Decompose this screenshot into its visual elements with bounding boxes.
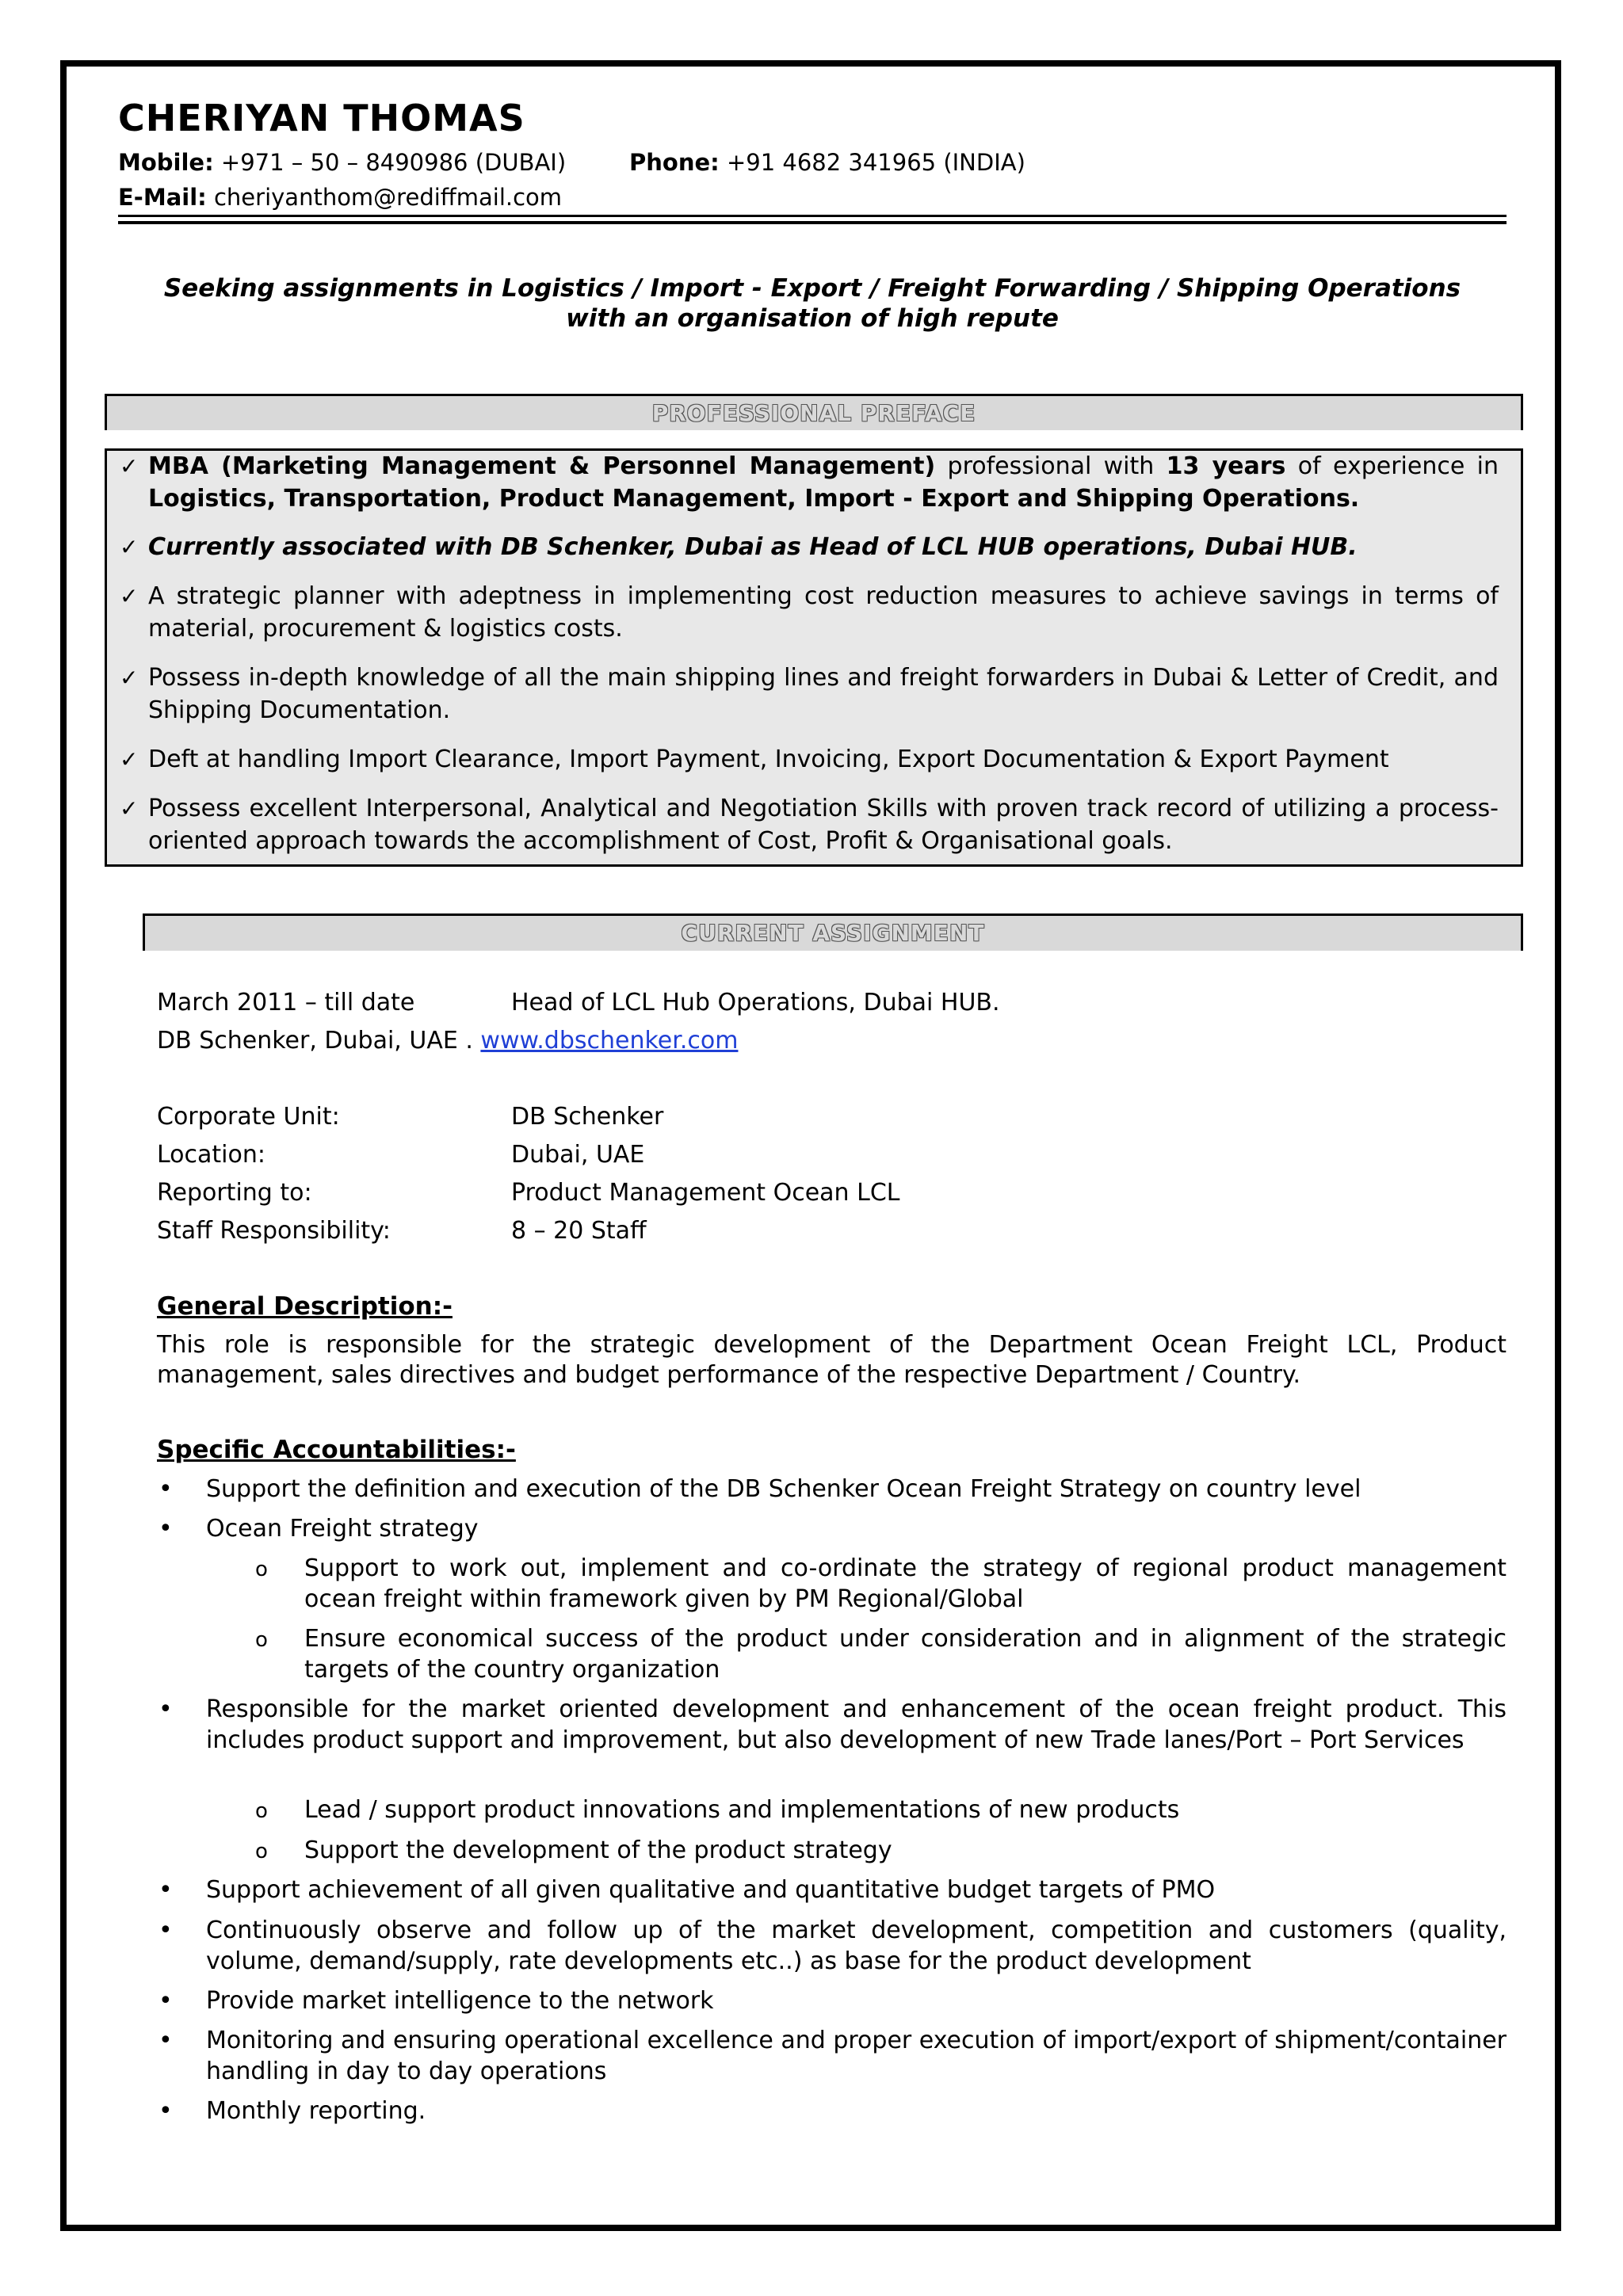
preface-item-2 <box>120 531 1499 563</box>
phone-label: Phone: <box>629 149 720 176</box>
objective <box>118 273 1507 334</box>
list-item <box>158 1513 1507 1544</box>
preface-item-1-text-b: of experience in <box>1285 452 1499 480</box>
mobile-value: +971 – 50 – 8490986 (DUBAI) <box>220 149 567 176</box>
general-description-heading: General Description:- <box>157 1292 453 1321</box>
preface-item-4 <box>120 662 1499 727</box>
preface-item-1-fields: Logistics, Transportation, Product Management, Import - Export and Shipping Operations. <box>148 485 1360 513</box>
detail-label-reporting-to: Reporting to: <box>157 1179 312 1207</box>
list-item <box>158 2096 1507 2126</box>
preface-item-4-text: Possess in-depth knowledge of all the main shipping lines and freight forwarders in Dubai & Letter of Credit, and Shipping Documentation. <box>148 664 1499 724</box>
check-icon: ✓ <box>120 583 139 609</box>
bullet-icon: • <box>158 1876 173 1904</box>
header-rule-top <box>118 215 1507 217</box>
list-item <box>158 1985 1507 2016</box>
candidate-name: CHERIYAN THOMAS <box>118 97 525 139</box>
detail-label-location: Location: <box>157 1141 265 1169</box>
sub-list-item-text: Lead / support product innovations and implementations of new products <box>304 1796 1180 1824</box>
phone-line <box>629 149 1025 176</box>
list-item-text: Support achievement of all given qualitative and quantitative budget targets of PMO <box>206 1876 1216 1904</box>
preface-item-1-years: 13 years <box>1166 452 1286 480</box>
list-item-text: Monitoring and ensuring operational excellence and proper execution of import/export of shipment/container handling in day to day operations <box>206 2027 1507 2085</box>
preface-item-5 <box>120 743 1499 776</box>
sub-list-item <box>255 1623 1507 1685</box>
preface-item-6 <box>120 792 1499 857</box>
check-icon: ✓ <box>120 534 139 560</box>
sub-list-item <box>255 1794 1507 1825</box>
mobile-line <box>118 149 566 176</box>
circle-bullet-icon: o <box>255 1558 268 1581</box>
preface-item-2-text: Currently associated with DB Schenker, Dubai as Head of LCL HUB operations, Dubai HUB. <box>148 533 1358 561</box>
mobile-label: Mobile: <box>118 149 214 176</box>
section-title-professional-preface: PROFESSIONAL PREFACE <box>105 394 1523 430</box>
bullet-icon: • <box>158 2027 173 2054</box>
check-icon: ✓ <box>120 746 139 772</box>
preface-item-3-text: A strategic planner with adeptness in implementing cost reduction measures to achieve savings in terms of material, procurement & logistics costs. <box>148 582 1499 643</box>
sub-list-item <box>255 1835 1507 1866</box>
list-item-text: Support the definition and execution of the DB Schenker Ocean Freight Strategy on country level <box>206 1475 1361 1503</box>
objective-line-1: Seeking assignments in Logistics / Import - Export / Freight Forwarding / Shipping Operations <box>163 274 1461 303</box>
check-icon: ✓ <box>120 795 139 822</box>
assignment-company: DB Schenker, Dubai, UAE . <box>157 1027 481 1055</box>
email-value[interactable]: cheriyanthom@rediffmail.com <box>213 184 563 211</box>
detail-value-location: Dubai, UAE <box>511 1141 645 1169</box>
company-website-link[interactable]: www.dbschenker.com <box>480 1027 739 1055</box>
list-item <box>158 1694 1507 1756</box>
bullet-icon: • <box>158 1917 173 1944</box>
preface-item-1 <box>120 450 1499 515</box>
bullet-icon: • <box>158 1475 173 1503</box>
sub-list-item-text: Support the development of the product strategy <box>304 1836 892 1864</box>
list-item <box>158 1474 1507 1505</box>
preface-box <box>105 448 1523 867</box>
email-line <box>118 184 562 211</box>
section-title-current-assignment: CURRENT ASSIGNMENT <box>143 913 1523 951</box>
preface-item-3 <box>120 580 1499 645</box>
objective-line-2: with an organisation of high repute <box>566 304 1059 333</box>
assignment-company-line <box>157 1027 738 1055</box>
page-border <box>60 60 1561 2231</box>
list-item-text: Provide market intelligence to the network <box>206 1987 714 2015</box>
list-item-text: Monthly reporting. <box>206 2097 426 2125</box>
preface-item-5-text: Deft at handling Import Clearance, Import Payment, Invoicing, Export Documentation & Export Payment <box>148 746 1389 773</box>
list-item-text: Continuously observe and follow up of the market development, competition and customers (quality, volume, demand/supply, rate developments etc..) as base for the product development <box>206 1917 1507 1975</box>
phone-value: +91 4682 341965 (INDIA) <box>726 149 1025 176</box>
check-icon: ✓ <box>120 665 139 691</box>
detail-label-corporate-unit: Corporate Unit: <box>157 1103 340 1131</box>
detail-value-corporate-unit: DB Schenker <box>511 1103 664 1131</box>
list-item <box>158 1875 1507 1905</box>
bullet-icon: • <box>158 1695 173 1723</box>
sub-list-item-text: Support to work out, implement and co-ordinate the strategy of regional product management ocean freight within framework given by PM Regional/Global <box>304 1554 1507 1613</box>
circle-bullet-icon: o <box>255 1799 268 1823</box>
specific-accountabilities-heading: Specific Accountabilities:- <box>157 1436 516 1464</box>
bullet-icon: • <box>158 1515 173 1543</box>
header-rule-bottom <box>118 221 1507 224</box>
sub-list-item <box>255 1553 1507 1615</box>
list-item <box>158 1915 1507 1977</box>
preface-item-1-text-a: professional with <box>935 452 1167 480</box>
sub-list-item-text: Ensure economical success of the product under consideration and in alignment of the strategic targets of the country organization <box>304 1625 1507 1684</box>
general-description-text: This role is responsible for the strategic development of the Department Ocean Freight LCL, Product management, sales directives and budget performance of the respective Department / Country. <box>157 1331 1507 1389</box>
check-icon: ✓ <box>120 453 139 479</box>
preface-item-6-text: Possess excellent Interpersonal, Analytical and Negotiation Skills with proven track record of utilizing a process-oriented approach towards the accomplishment of Cost, Profit & Organisational goals. <box>148 795 1499 855</box>
detail-value-reporting-to: Product Management Ocean LCL <box>511 1179 900 1207</box>
assignment-period: March 2011 – till date <box>157 989 415 1016</box>
assignment-role: Head of LCL Hub Operations, Dubai HUB. <box>511 989 1000 1016</box>
preface-item-1-degree: MBA (Marketing Management & Personnel Management) <box>148 452 936 480</box>
circle-bullet-icon: o <box>255 1628 268 1652</box>
bullet-icon: • <box>158 2097 173 2125</box>
circle-bullet-icon: o <box>255 1840 268 1863</box>
list-item-text: Ocean Freight strategy <box>206 1515 479 1543</box>
email-label: E-Mail: <box>118 184 207 211</box>
detail-label-staff: Staff Responsibility: <box>157 1217 391 1245</box>
list-item-text: Responsible for the market oriented development and enhancement of the ocean freight product. This includes product support and improvement, but also development of new Trade lanes/Port – Port Services <box>206 1695 1507 1754</box>
detail-value-staff: 8 – 20 Staff <box>511 1217 647 1245</box>
bullet-icon: • <box>158 1987 173 2015</box>
list-item <box>158 2025 1507 2087</box>
